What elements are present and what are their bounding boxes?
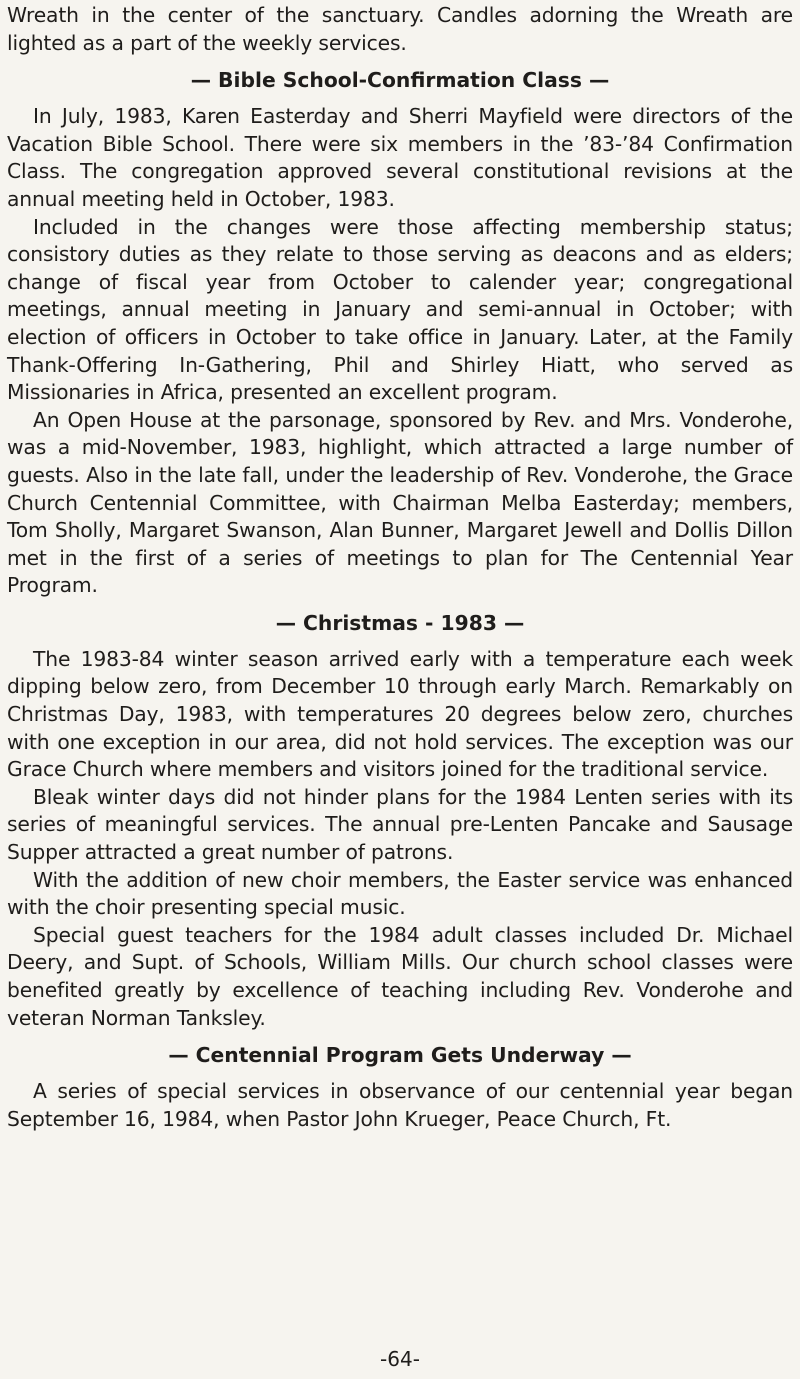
- paragraph: An Open House at the parsonage, sponsored by Rev. and Mrs. Vonderohe, was a mid-November, 1983, highlight, which attracted a large number of guests. Also in the late fall, under the leadership of Rev. Vonderohe, the Grace Church Centennial Committee, with Chairman Melba Easterday; members, Tom Sholly, Margaret Swanson, Alan Bunner, Margaret Jewell and Dollis Dillon met in the first of a series of meetings to plan for The Centennial Year Program.: [7, 407, 793, 598]
- section-centennial: [7, 1040, 793, 1133]
- section-heading: — Centennial Program Gets Underway —: [168, 1043, 632, 1068]
- intro-paragraph: Wreath in the center of the sanctuary. Candles adorning the Wreath are lighted as a part of the weekly services.: [7, 3, 793, 55]
- document-page: [7, 2, 793, 1133]
- paragraph: Special guest teachers for the 1984 adult classes included Dr. Michael Deery, and Supt. of Schools, William Mills. Our church school classes were benefited greatly by excellence of teaching including Rev. Vonderohe and veteran Norman Tanksley.: [7, 922, 793, 1030]
- paragraph: Bleak winter days did not hinder plans for the 1984 Lenten series with its series of meaningful services. The annual pre-Lenten Pancake and Sausage Supper attracted a great number of patrons.: [7, 784, 793, 865]
- section-heading: — Christmas - 1983 —: [275, 610, 525, 635]
- section-christmas: [7, 608, 793, 1032]
- paragraph: The 1983-84 winter season arrived early with a temperature each week dipping below zero, from December 10 through early March. Remarkably on Christmas Day, 1983, with temperatures 20 degrees below zero, churches with one exception in our area, did not hold services. The exception was our Grace Church where members and visitors joined for the traditional service.: [7, 646, 793, 782]
- paragraph: Included in the changes were those affecting membership status; consistory duties as they relate to those serving as deacons and as elders; change of fiscal year from October to calender year; congregational meetings, annual meeting in January and semi-annual in October; with election of officers in October to take office in January. Later, at the Family Thank-Offering In-Gathering, Phil and Shirley Hiatt, who served as Missionaries in Africa, presented an excellent program.: [7, 214, 793, 405]
- paragraph: With the addition of new choir members, the Easter service was enhanced with the choir presenting special music.: [7, 867, 793, 920]
- paragraph: A series of special services in observance of our centennial year began September 16, 1984, when Pastor John Krueger, Peace Church, Ft.: [7, 1079, 793, 1131]
- section-heading: — Bible School-Confirmation Class —: [190, 68, 610, 93]
- section-bible-school: [7, 65, 793, 600]
- paragraph: In July, 1983, Karen Easterday and Sherri Mayfield were directors of the Vacation Bible School. There were six members in the ’83-’84 Confirmation Class. The congregation approved several constitutional revisions at the annual meeting held in October, 1983.: [7, 104, 793, 211]
- page-number: -64-: [380, 1347, 420, 1371]
